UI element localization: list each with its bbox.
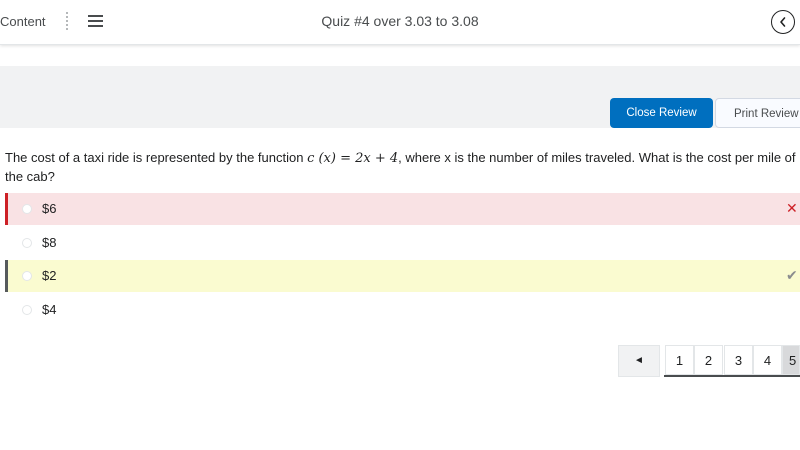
question-text-after: , where x is the number of miles traveled. What is the cost per mile of the cab? — [5, 150, 796, 184]
page-button-1[interactable]: 1 — [665, 345, 694, 375]
page-button-2[interactable]: 2 — [694, 345, 723, 375]
content-link[interactable]: Content — [0, 14, 46, 29]
question-text-before: The cost of a taxi ride is represented by the function — [5, 150, 308, 165]
option-label: $6 — [42, 201, 57, 216]
option-label: $2 — [42, 268, 57, 283]
top-navbar — [0, 0, 800, 45]
option-label: $4 — [42, 302, 57, 317]
quiz-title: Quiz #4 over 3.03 to 3.08 — [321, 13, 479, 29]
option-label: $8 — [42, 235, 57, 250]
radio-button[interactable] — [22, 305, 32, 315]
back-button[interactable] — [771, 10, 795, 34]
chevron-left-icon — [777, 16, 789, 28]
close-review-button[interactable]: Close Review — [610, 98, 713, 128]
previous-page-button[interactable]: ◄ — [618, 345, 660, 377]
radio-button[interactable] — [22, 238, 32, 248]
radio-button[interactable] — [22, 271, 32, 281]
page-button-3[interactable]: 3 — [724, 345, 753, 375]
question-math: c (x) = 2x + 4 — [307, 151, 399, 166]
print-review-button[interactable]: Print Review — [715, 98, 800, 128]
answer-option-2[interactable] — [5, 227, 800, 259]
page-button-5[interactable]: 5 — [782, 345, 800, 375]
correct-check-icon: ✔ — [786, 267, 798, 283]
pagination — [664, 345, 800, 377]
answer-option-4[interactable] — [5, 294, 800, 326]
answer-option-1[interactable] — [5, 193, 800, 225]
question-text — [5, 149, 800, 186]
radio-button[interactable] — [22, 204, 32, 214]
answer-option-3[interactable] — [5, 260, 800, 292]
page-button-4[interactable]: 4 — [753, 345, 782, 375]
incorrect-icon: ✕ — [786, 200, 798, 216]
